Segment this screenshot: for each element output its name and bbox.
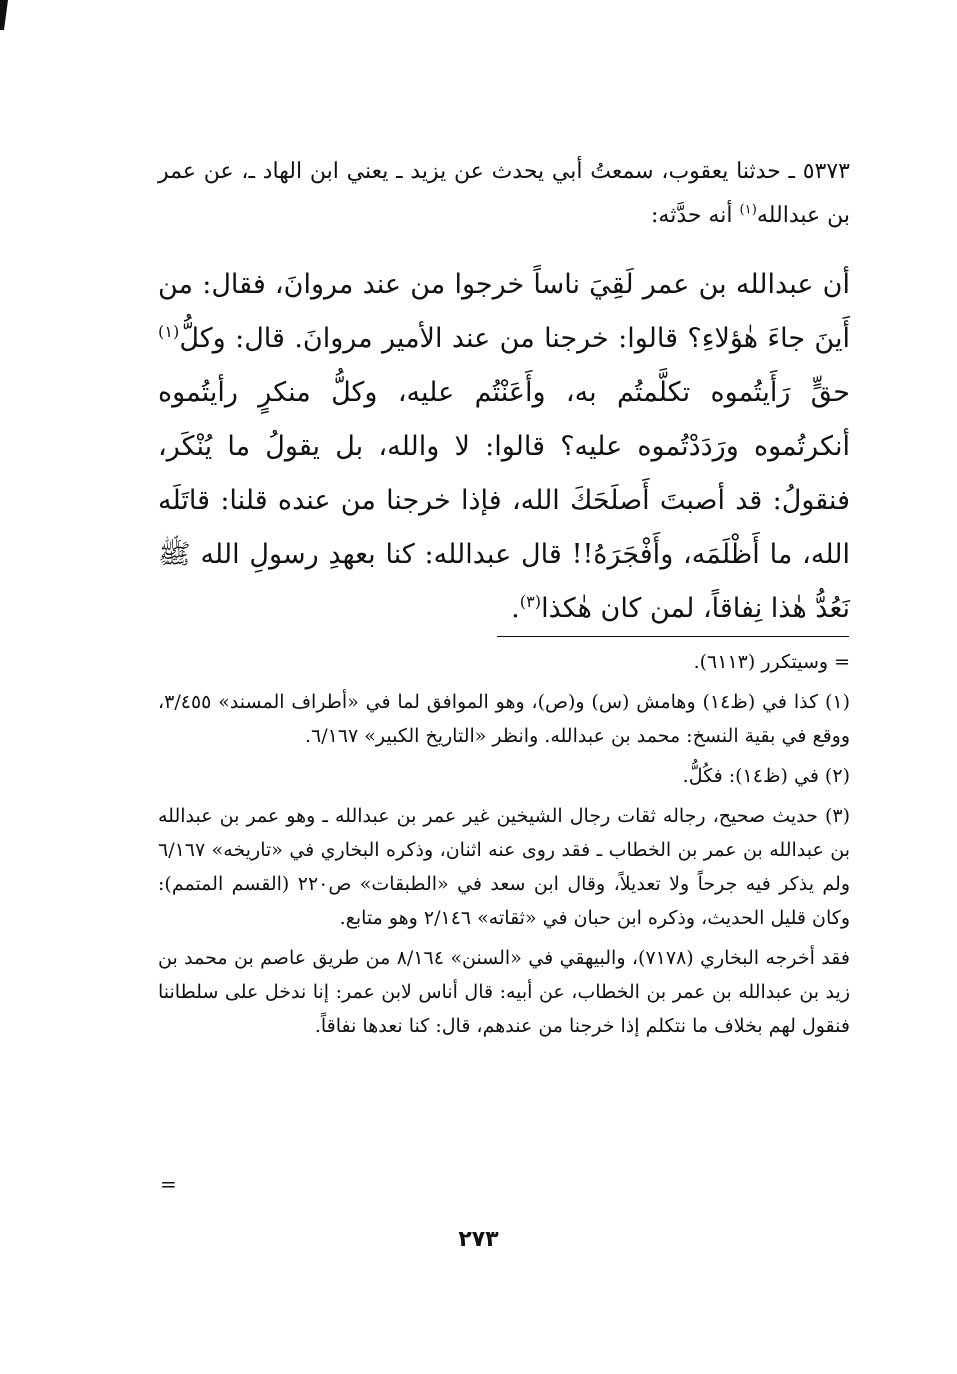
footnote-ref-2: (١) [158, 322, 180, 341]
footnote-3: (٣) حديث صحيح، رجاله ثقات رجال الشيخين غير عمر بن عبدالله ـ وهو عمر بن عبدالله بن عبدالله بن عمر بن الخطاب ـ فقد روى عنه اثنان، وذكره البخاري في «تاريخه» ٦/١٦٧ ولم يذكر فيه جرحاً ولا تعديلاً، وقال ابن سعد في «الطبقات» ص٢٢٠ (القسم المتمم): وكان قليل الحديث، وذكره ابن حبان في «ثقاته» ٢/١٤٦ وهو متابع. [158, 805, 850, 929]
matn-part-1: أن عبدالله بن عمر لَقِيَ ناساً خرجوا من عند مروانَ، فقال: من أَينَ جاءَ هٰؤلاءِ؟ قالوا: خرجنا من عند الأمير مروانَ. قال: وكلُّ [158, 269, 850, 354]
matn-end: . [511, 593, 520, 624]
hadith-isnad [158, 150, 850, 238]
footnote-2: (٢) في (ظ١٤): فكُلُّ. [682, 765, 850, 787]
isnad-tail: أنه حدَّثه: [651, 203, 740, 228]
footnotes [158, 645, 850, 1053]
footnote-3-continued: فقد أخرجه البخاري (٧١٧٨)، والبيهقي في «السنن» ٨/١٦٤ من طريق عاصم بن محمد بن زيد بن عبدالله بن عمر بن الخطاب، عن أبيه: قال أناس لابن عمر: إنا ندخل على سلطاننا فنقول لهم بخلاف ما نتكلم إذا خرجنا من عندهم، قال: كنا نعدها نفاقاً. [158, 947, 850, 1037]
footnote-ref-1: (١) [739, 202, 757, 218]
footnote-separator [497, 636, 849, 637]
matn-part-2: حقٍّ رَأَيتُموه تكلَّمتُم به، وأَعَنْتُم عليه، وكلُّ منكرٍ رأيتُموه أنكرتُموه ورَدَدْتُموه عليه؟ قالوا: لا والله، بل يقولُ ما يُنْكَر، فنقولُ: قد أصبتَ أَصلَحَكَ الله، فإذا خرجنا من عنده قلنا: قاتَلَه الله، ما أَظْلَمَه، وأَفْجَرَهُ!! قال عبدالله: كنا بعهدِ رسولِ الله ﷺ نَعُدُّ هٰذا نِفاقاً، لمن كان هٰكذا [158, 377, 850, 624]
continues-mark: = [160, 1172, 177, 1196]
footnote-1: (١) كذا في (ظ١٤) وهامش (س) و(ص)، وهو الموافق لما في «أطراف المسند» ٣/٤٥٥، ووقع في بقية النسخ: محمد بن عبدالله. وانظر «التاريخ الكبير» ٦/١٦٧. [158, 691, 851, 747]
hadith-matn [158, 258, 850, 636]
isnad-text: ٥٣٧٣ ـ حدثنا يعقوب، سمعتُ أبي يحدث عن يزيد ـ يعني ابن الهاد ـ، عن عمر بن عبدالله [158, 159, 850, 228]
page-number: ٢٧٣ [458, 1227, 499, 1252]
footnote-ref-3: (٣) [519, 592, 542, 611]
scan-edge-mark [0, 0, 14, 30]
footnote-continued: = وسيتكرر (٦١١٣). [693, 651, 850, 673]
